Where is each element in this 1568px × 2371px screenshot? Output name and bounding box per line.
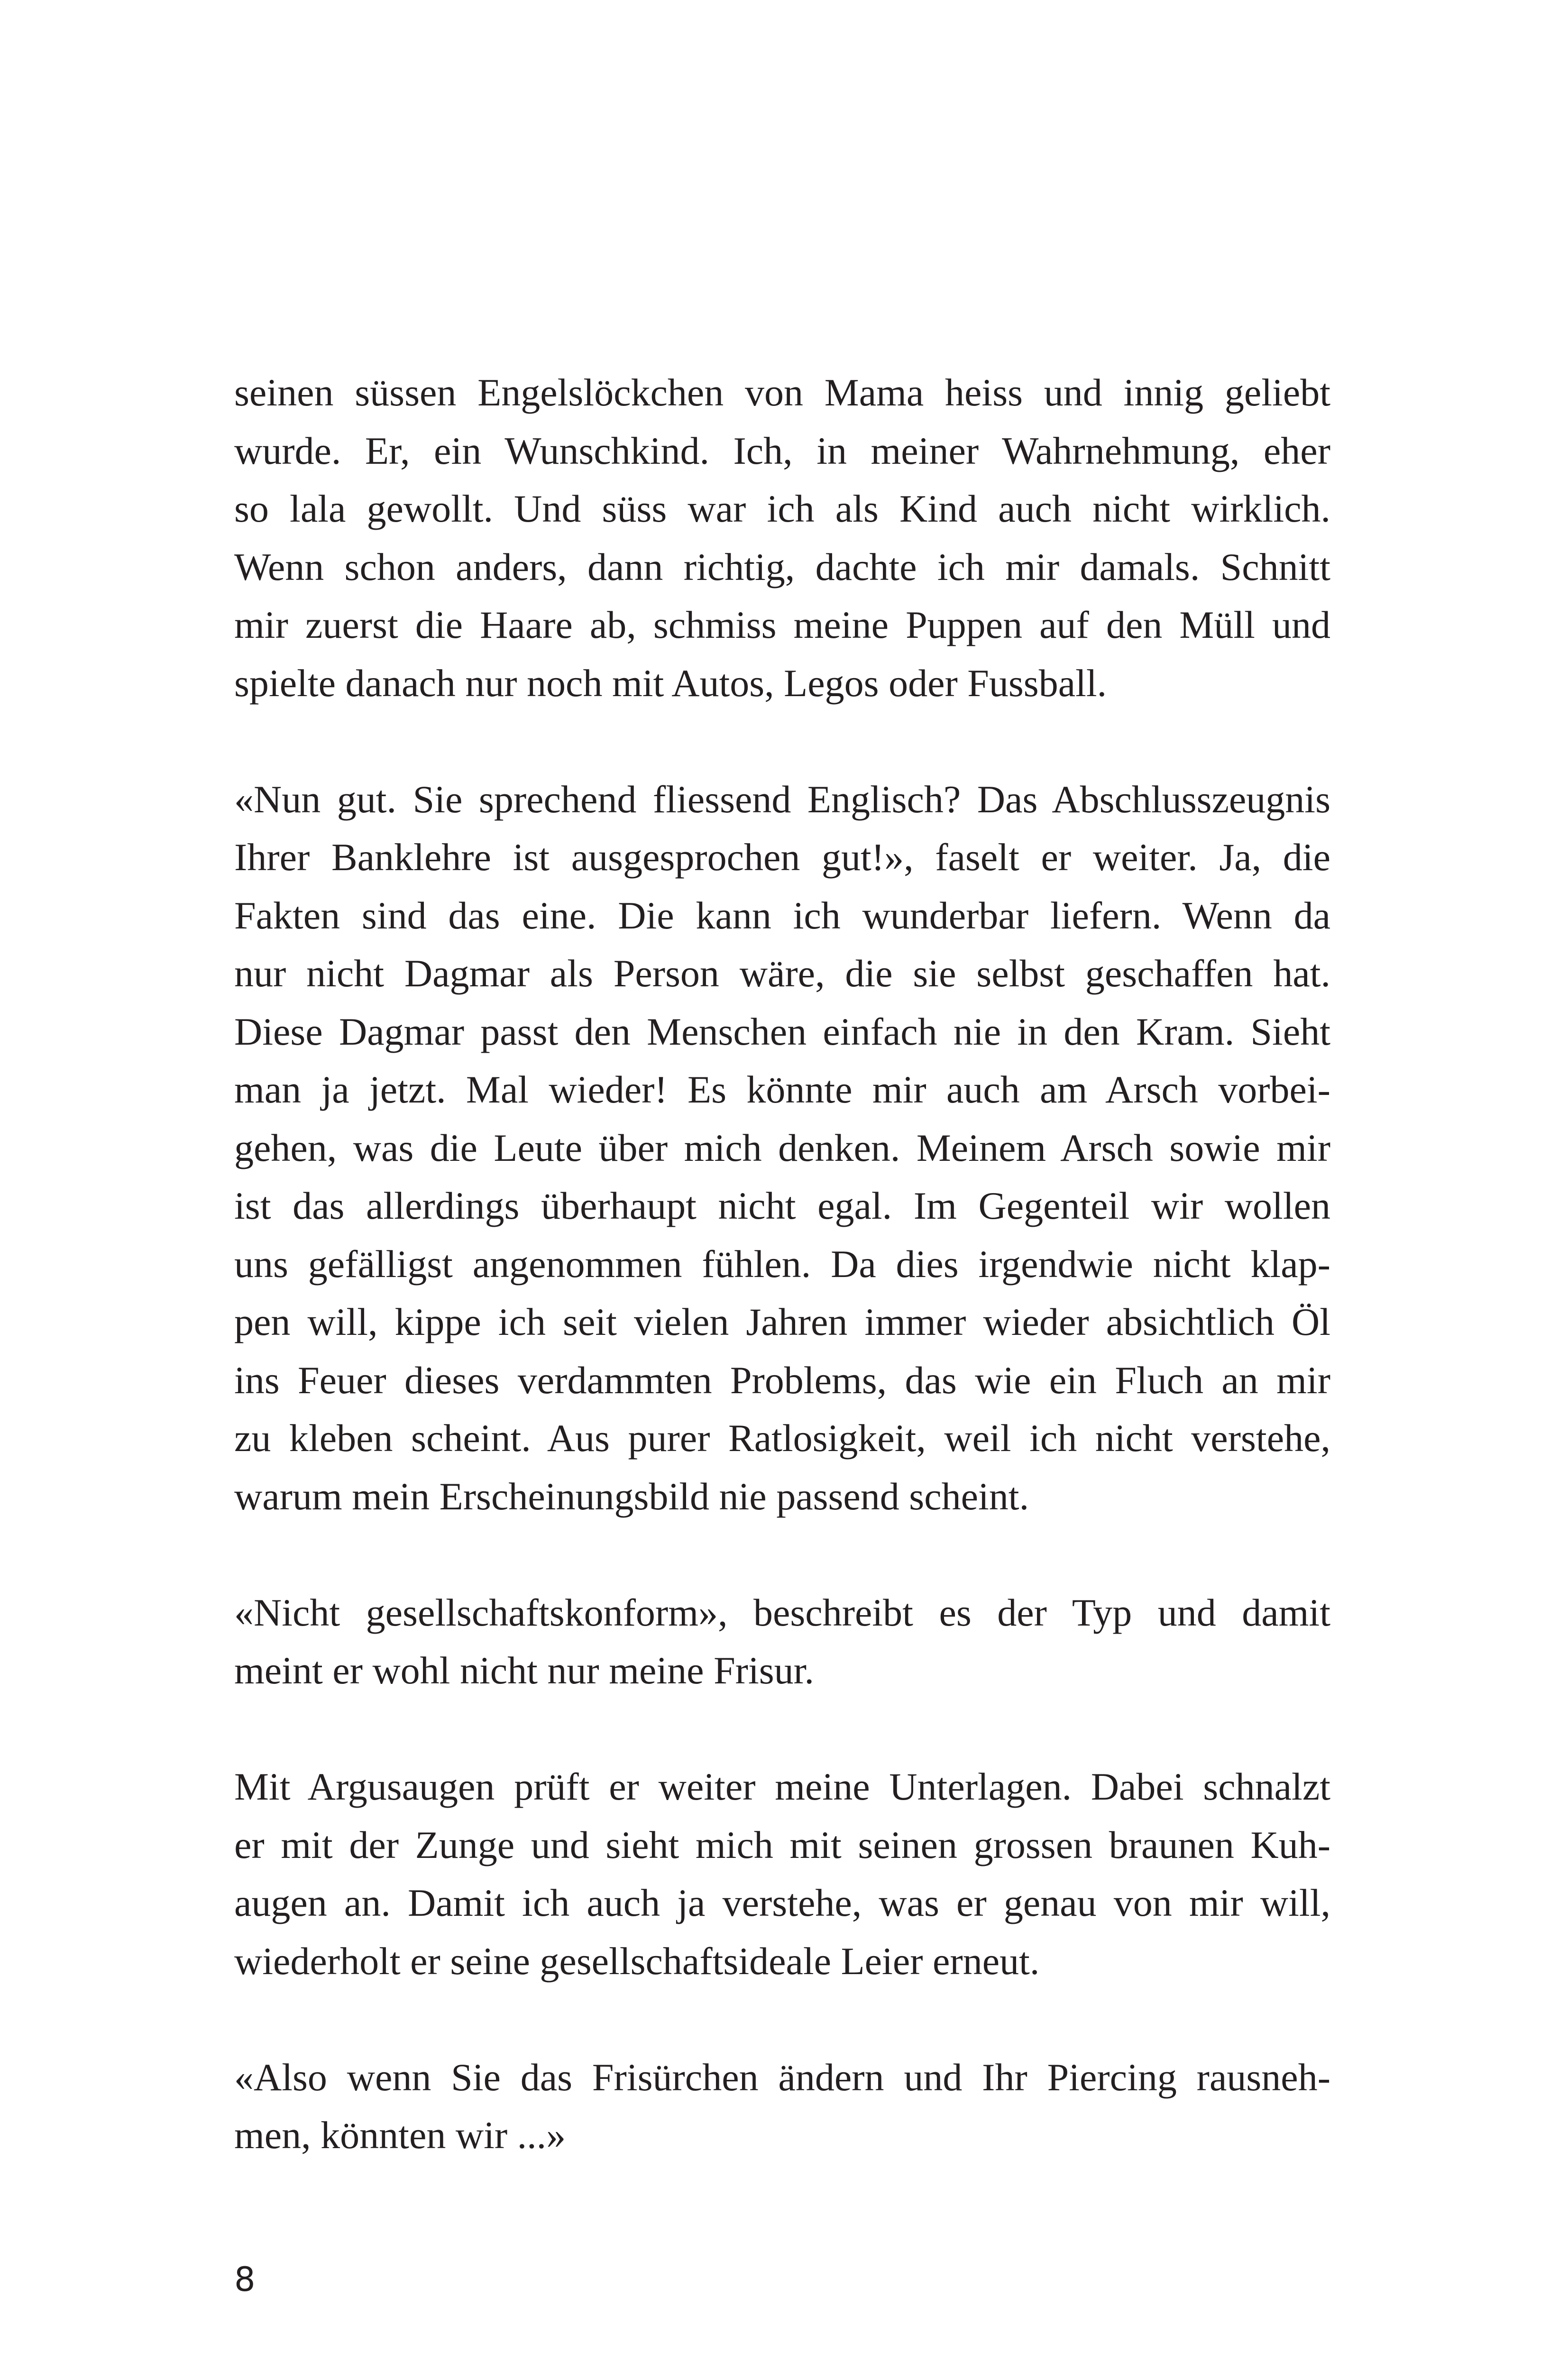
text-line: «Also wenn Sie das Frisürchen ändern und Ihr Piercing rausneh-: [234, 2055, 1330, 2099]
text-line: man ja jetzt. Mal wieder! Es könnte mir auch am Arsch vorbei-: [234, 1068, 1330, 1111]
text-line: so lala gewollt. Und süss war ich als Kind auch nicht wirklich.: [234, 487, 1330, 530]
text-line: men, könnten wir ...»: [234, 2114, 566, 2157]
paragraph: [234, 364, 1330, 712]
paragraph: [234, 771, 1330, 1526]
text-line: wiederholt er seine gesellschaftsideale Leier erneut.: [234, 1939, 1040, 1983]
body-text: [234, 364, 1330, 2165]
text-line: nur nicht Dagmar als Person wäre, die sie selbst geschaffen hat.: [234, 952, 1330, 995]
text-line: meint er wohl nicht nur meine Frisur.: [234, 1649, 814, 1692]
text-line: seinen süssen Engelslöckchen von Mama heiss und innig geliebt: [234, 371, 1330, 414]
text-line: gehen, was die Leute über mich denken. Meinem Arsch sowie mir: [234, 1126, 1330, 1169]
text-line: Wenn schon anders, dann richtig, dachte ich mir damals. Schnitt: [234, 545, 1330, 588]
text-line: mir zuerst die Haare ab, schmiss meine Puppen auf den Müll und: [234, 603, 1330, 646]
text-line: uns gefälligst angenommen fühlen. Da dies irgendwie nicht klap-: [234, 1242, 1330, 1286]
paragraph: [234, 2049, 1330, 2165]
text-line: pen will, kippe ich seit vielen Jahren immer wieder absichtlich Öl: [234, 1300, 1330, 1343]
text-line: Ihrer Banklehre ist ausgesprochen gut!», faselt er weiter. Ja, die: [234, 836, 1330, 879]
paragraph: [234, 1758, 1330, 1990]
text-line: ist das allerdings überhaupt nicht egal. Im Gegenteil wir wollen: [234, 1184, 1330, 1227]
text-line: zu kleben scheint. Aus purer Ratlosigkeit, weil ich nicht verstehe,: [234, 1416, 1330, 1460]
text-line: warum mein Erscheinungsbild nie passend scheint.: [234, 1474, 1029, 1518]
text-line: ins Feuer dieses verdammten Problems, das wie ein Fluch an mir: [234, 1358, 1330, 1402]
text-line: «Nicht gesellschaftskonform», beschreibt es der Typ und damit: [234, 1590, 1330, 1634]
text-line: Fakten sind das eine. Die kann ich wunderbar liefern. Wenn da: [234, 893, 1330, 937]
page-number: 8: [234, 2260, 256, 2299]
text-line: er mit der Zunge und sieht mich mit seinen grossen braunen Kuh-: [234, 1823, 1330, 1866]
text-line: spielte danach nur noch mit Autos, Legos oder Fussball.: [234, 661, 1107, 705]
text-line: wurde. Er, ein Wunschkind. Ich, in meiner Wahrnehmung, eher: [234, 429, 1330, 472]
text-line: augen an. Damit ich auch ja verstehe, was er genau von mir will,: [234, 1881, 1330, 1924]
text-line: Diese Dagmar passt den Menschen einfach nie in den Kram. Sieht: [234, 1010, 1330, 1053]
paragraph: [234, 1584, 1330, 1700]
text-line: Mit Argusaugen prüft er weiter meine Unterlagen. Dabei schnalzt: [234, 1765, 1330, 1808]
text-line: «Nun gut. Sie sprechend fliessend Englisch? Das Abschlusszeugnis: [234, 777, 1330, 821]
